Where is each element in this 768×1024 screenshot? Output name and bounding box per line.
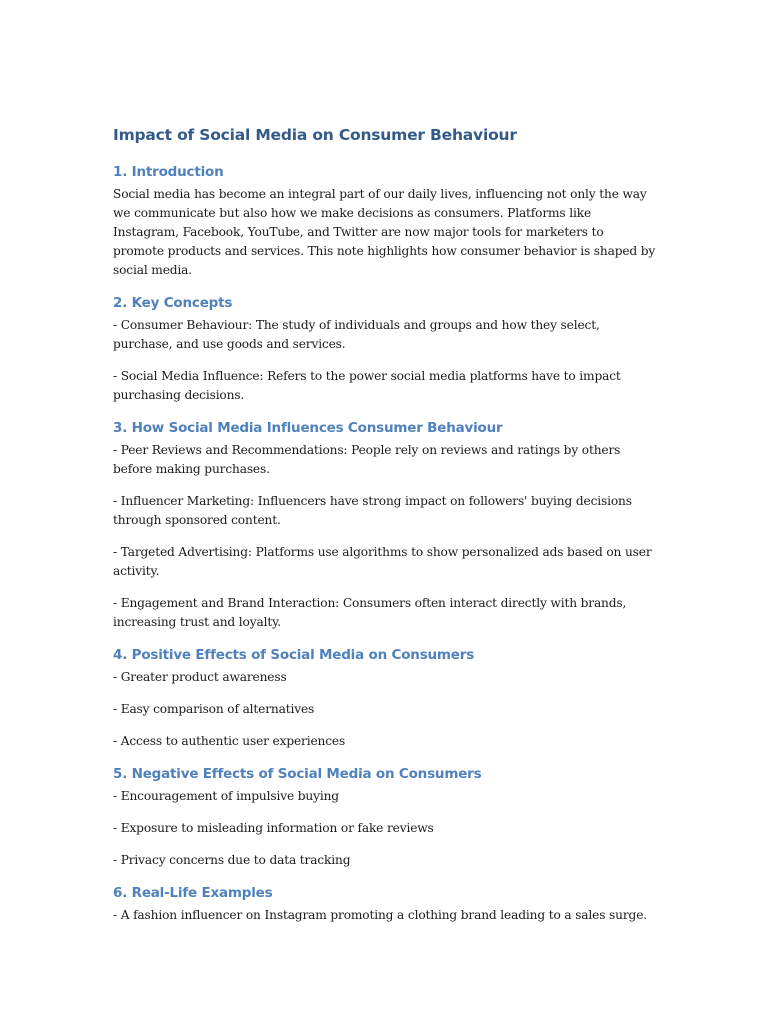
document-title: Impact of Social Media on Consumer Behaviour (113, 126, 517, 144)
section-negative-effects (113, 765, 658, 870)
paragraph: - Peer Reviews and Recommendations: People rely on reviews and ratings by others before making purchases. (113, 443, 621, 476)
paragraph: - Consumer Behaviour: The study of individuals and groups and how they select, purchase, and use goods and services. (113, 318, 600, 351)
paragraph: - Exposure to misleading information or fake reviews (113, 821, 434, 835)
section-positive-effects (113, 646, 658, 751)
section-how-influences (113, 419, 658, 632)
paragraph: - Engagement and Brand Interaction: Consumers often interact directly with brands, increasing trust and loyalty. (113, 596, 627, 629)
section-heading: 5. Negative Effects of Social Media on Consumers (113, 766, 482, 782)
section-introduction (113, 163, 658, 280)
section-real-life-examples (113, 884, 658, 925)
paragraph: - Encouragement of impulsive buying (113, 789, 339, 803)
section-key-concepts (113, 294, 658, 405)
paragraph: - Targeted Advertising: Platforms use algorithms to show personalized ads based on user activity. (113, 545, 652, 578)
paragraph: - Access to authentic user experiences (113, 734, 346, 748)
paragraph: - Social Media Influence: Refers to the power social media platforms have to impact purchasing decisions. (113, 369, 621, 402)
paragraph: - Influencer Marketing: Influencers have strong impact on followers' buying decisions through sponsored content. (113, 494, 632, 527)
section-heading: 3. How Social Media Influences Consumer Behaviour (113, 420, 503, 436)
paragraph: - A fashion influencer on Instagram promoting a clothing brand leading to a sales surge. (113, 908, 647, 922)
paragraph: - Privacy concerns due to data tracking (113, 853, 351, 867)
paragraph: - Greater product awareness (113, 670, 287, 684)
section-heading: 2. Key Concepts (113, 295, 233, 311)
paragraph: - Easy comparison of alternatives (113, 702, 315, 716)
section-heading: 4. Positive Effects of Social Media on Consumers (113, 647, 475, 663)
section-heading: 1. Introduction (113, 164, 224, 180)
paragraph: Social media has become an integral part of our daily lives, influencing not only the way we communicate but also how we make decisions as consumers. Platforms like Instagram, Facebook, YouTube, and Twitter are now major tools for marketers to promote products and services. This note highlights how consumer behavior is shaped by social media. (113, 187, 656, 277)
section-heading: 6. Real-Life Examples (113, 885, 273, 901)
document-page (113, 125, 658, 939)
